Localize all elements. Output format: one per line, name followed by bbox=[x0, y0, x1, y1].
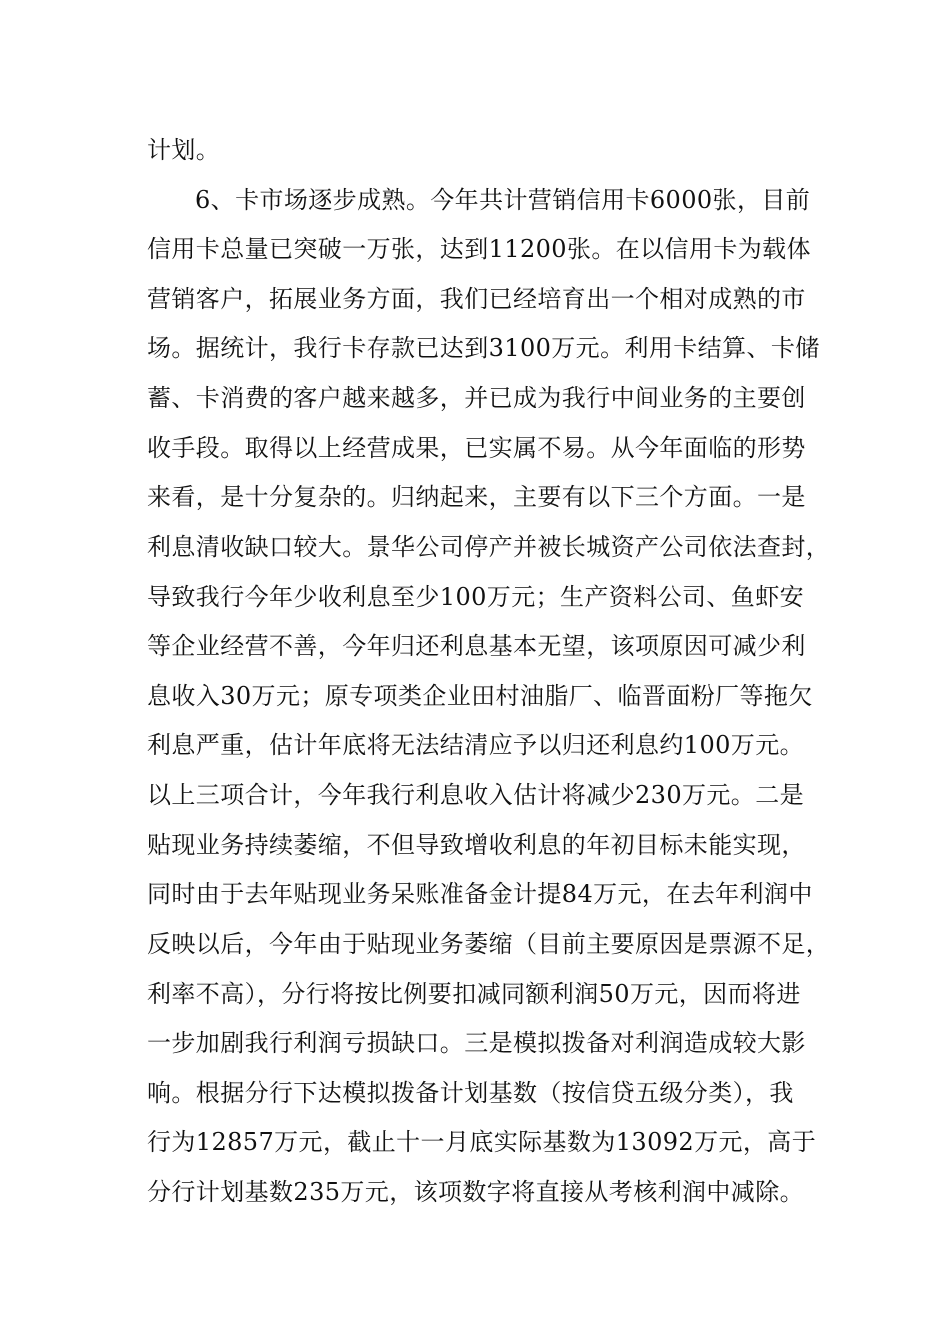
text-line: 蓄、卡消费的客户越来越多，并已成为我行中间业务的主要创 bbox=[147, 384, 806, 412]
text-line: 计划。 bbox=[147, 136, 221, 164]
text-line: 行为12857万元，截止十一月底实际基数为13092万元，高于 bbox=[147, 1128, 817, 1156]
text-line: 营销客户，拓展业务方面，我们已经培育出一个相对成熟的市 bbox=[147, 285, 806, 313]
text-line: 反映以后，今年由于贴现业务萎缩（目前主要原因是票源不足， bbox=[147, 930, 831, 958]
paragraph-start-line: 6、卡市场逐步成熟。今年共计营销信用卡6000张，目前 bbox=[195, 186, 811, 214]
text-line: 响。根据分行下达模拟拨备计划基数（按信贷五级分类），我 bbox=[147, 1079, 794, 1107]
text-line: 息收入30万元；原专项类企业田村油脂厂、临晋面粉厂等拖欠 bbox=[147, 682, 813, 710]
text-line: 来看，是十分复杂的。归纳起来，主要有以下三个方面。一是 bbox=[147, 483, 806, 511]
text-line: 导致我行今年少收利息至少100万元；生产资料公司、鱼虾安 bbox=[147, 583, 805, 611]
text-line: 场。据统计，我行卡存款已达到3100万元。利用卡结算、卡储 bbox=[147, 334, 820, 362]
text-line: 等企业经营不善，今年归还利息基本无望，该项原因可减少利 bbox=[147, 632, 806, 660]
text-line: 贴现业务持续萎缩，不但导致增收利息的年初目标未能实现， bbox=[147, 831, 806, 859]
text-line: 利息严重，估计年底将无法结清应予以归还利息约100万元。 bbox=[147, 731, 805, 759]
text-line: 利率不高），分行将按比例要扣减同额利润50万元，因而将进 bbox=[147, 980, 801, 1008]
text-line: 一步加剧我行利润亏损缺口。三是模拟拨备对利润造成较大影 bbox=[147, 1029, 806, 1057]
text-line: 以上三项合计，今年我行利息收入估计将减少230万元。二是 bbox=[147, 781, 805, 809]
text-line: 信用卡总量已突破一万张，达到11200张。在以信用卡为载体 bbox=[147, 235, 811, 263]
text-line: 收手段。取得以上经营成果，已实属不易。从今年面临的形势 bbox=[147, 434, 806, 462]
text-line: 分行计划基数235万元，该项数字将直接从考核利润中减除。 bbox=[147, 1178, 805, 1206]
text-line: 利息清收缺口较大。景华公司停产并被长城资产公司依法查封， bbox=[147, 533, 831, 561]
text-line: 同时由于去年贴现业务呆账准备金计提84万元，在去年利润中 bbox=[147, 880, 813, 908]
